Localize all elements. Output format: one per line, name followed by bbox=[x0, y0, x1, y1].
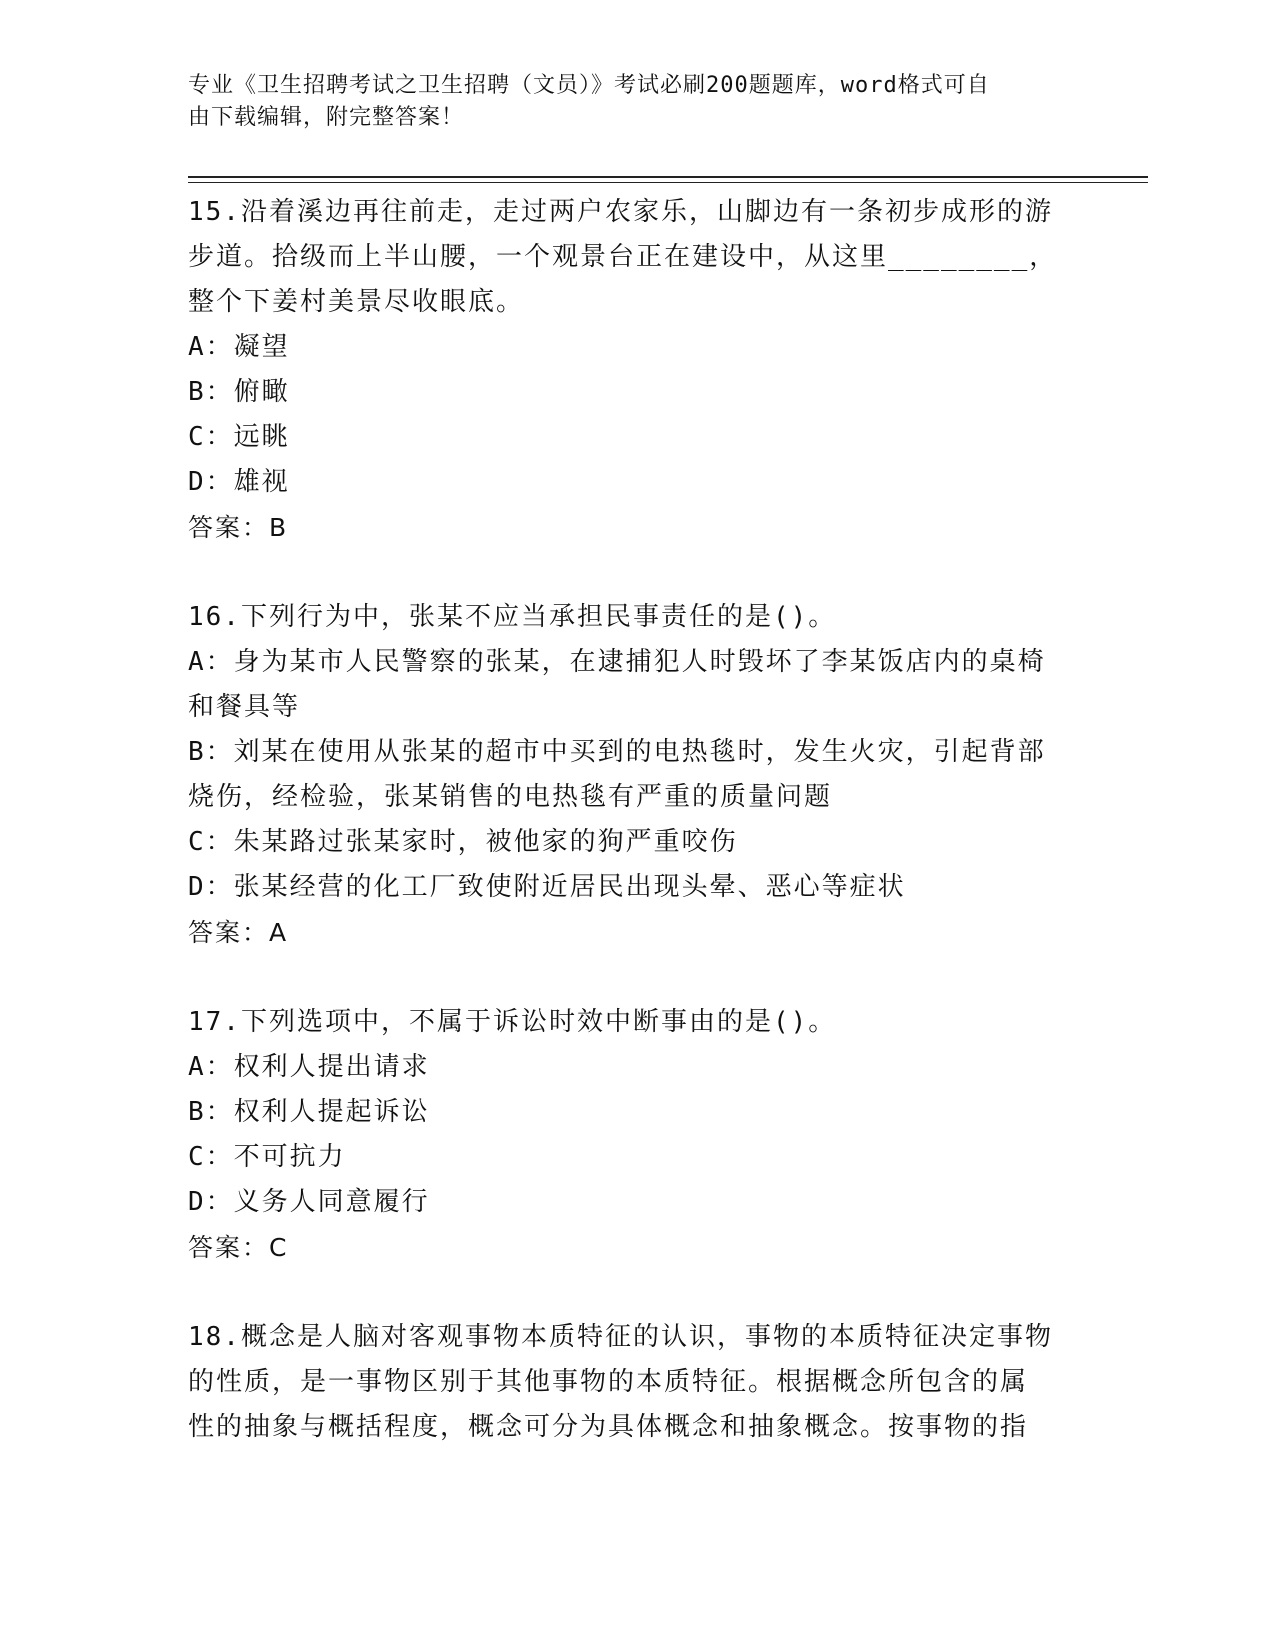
question-16 bbox=[188, 595, 1078, 955]
header-line: 专业《卫生招聘考试之卫生招聘（文员）》考试必刷200题题库，word格式可自 bbox=[188, 73, 990, 98]
option-b-continued: 烧伤，经检验，张某销售的电热毯有严重的质量问题 bbox=[188, 782, 833, 812]
question-17 bbox=[188, 1000, 1078, 1270]
question-text: 性的抽象与概括程度，概念可分为具体概念和抽象概念。按事物的指 bbox=[188, 1412, 1029, 1442]
option-a: A：凝望 bbox=[188, 332, 290, 362]
header-divider-thin bbox=[188, 182, 1148, 183]
option-c: C：不可抗力 bbox=[188, 1142, 346, 1172]
question-text: 18.概念是人脑对客观事物本质特征的认识，事物的本质特征决定事物 bbox=[188, 1322, 1053, 1352]
answer-label: 答案：B bbox=[188, 513, 289, 542]
question-18 bbox=[188, 1315, 1078, 1450]
option-c: C：朱某路过张某家时，被他家的狗严重咬伤 bbox=[188, 827, 738, 857]
option-a: A：权利人提出请求 bbox=[188, 1052, 430, 1082]
question-list bbox=[188, 190, 1078, 1495]
option-d: D：张某经营的化工厂致使附近居民出现头晕、恶心等症状 bbox=[188, 872, 906, 902]
option-b: B：刘某在使用从张某的超市中买到的电热毯时，发生火灾，引起背部 bbox=[188, 737, 1046, 767]
header-line: 由下载编辑，附完整答案！ bbox=[188, 105, 465, 130]
option-a: A：身为某市人民警察的张某，在逮捕犯人时毁坏了李某饭店内的桌椅 bbox=[188, 647, 1046, 677]
option-b: B：权利人提起诉讼 bbox=[188, 1097, 430, 1127]
header-divider-thick bbox=[188, 176, 1148, 178]
option-d: D：雄视 bbox=[188, 467, 290, 497]
question-text: 16.下列行为中，张某不应当承担民事责任的是()。 bbox=[188, 602, 837, 632]
question-text: 步道。拾级而上半山腰，一个观景台正在建设中，从这里________， bbox=[188, 242, 1058, 272]
answer-label: 答案：C bbox=[188, 1233, 289, 1262]
option-b: B：俯瞰 bbox=[188, 377, 290, 407]
answer-label: 答案：A bbox=[188, 918, 289, 947]
document-header bbox=[188, 70, 1068, 134]
question-text: 15.沿着溪边再往前走，走过两户农家乐，山脚边有一条初步成形的游 bbox=[188, 197, 1053, 227]
question-text: 整个下姜村美景尽收眼底。 bbox=[188, 287, 525, 317]
question-text: 17.下列选项中，不属于诉讼时效中断事由的是()。 bbox=[188, 1007, 837, 1037]
question-15 bbox=[188, 190, 1078, 550]
option-c: C：远眺 bbox=[188, 422, 290, 452]
option-d: D：义务人同意履行 bbox=[188, 1187, 430, 1217]
question-text: 的性质，是一事物区别于其他事物的本质特征。根据概念所包含的属 bbox=[188, 1367, 1029, 1397]
option-a-continued: 和餐具等 bbox=[188, 692, 301, 722]
